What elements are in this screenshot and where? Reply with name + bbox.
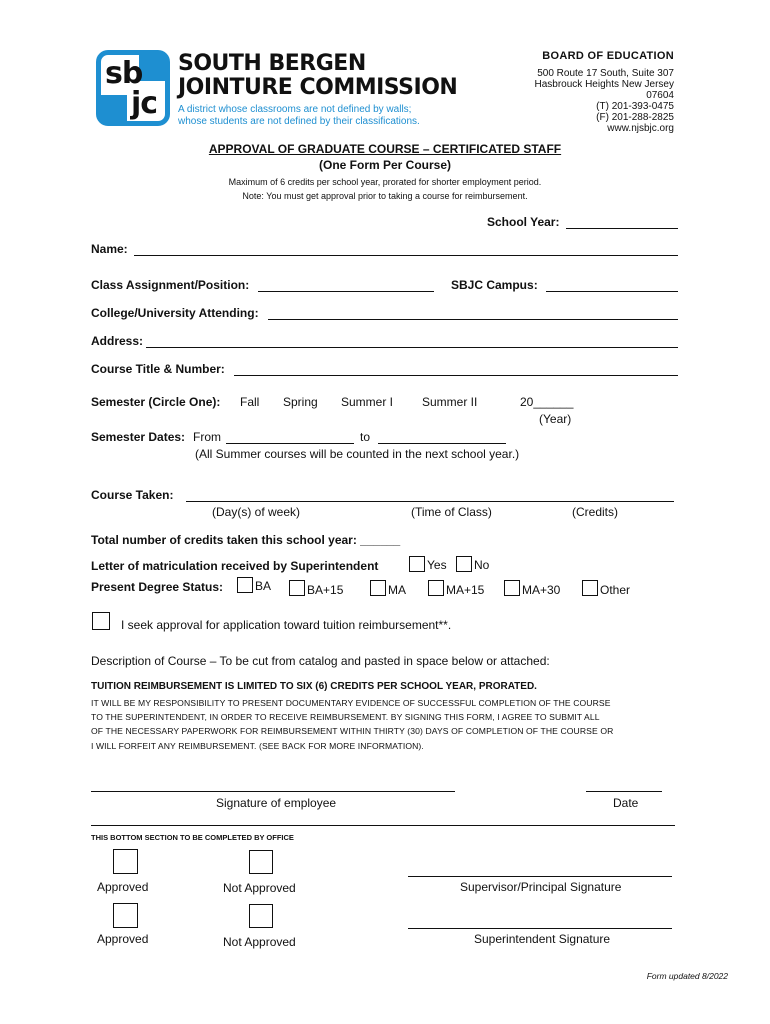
board-title: BOARD OF EDUCATION (542, 50, 674, 62)
total-credits-label[interactable]: Total number of credits taken this school year: ______ (91, 533, 401, 547)
phone: (T) 201-393-0475 (596, 101, 674, 112)
logo (96, 50, 170, 126)
disclaimer-line1: IT WILL BE MY RESPONSIBILITY TO PRESENT DOCUMENTARY EVIDENCE OF SUCCESSFUL COMPLETION OF THE COURSE (91, 698, 611, 708)
semester-label: Semester (Circle One): (91, 395, 221, 409)
yes-label: Yes (427, 558, 447, 572)
yes-checkbox[interactable] (409, 556, 425, 572)
superintendent-signature-field[interactable] (408, 928, 672, 929)
semester-dates-label: Semester Dates: (91, 430, 186, 444)
supervisor-signature-label: Supervisor/Principal Signature (460, 880, 622, 894)
ma15-label: MA+15 (446, 583, 485, 597)
ba-checkbox[interactable] (237, 577, 253, 593)
not-approved-checkbox-1[interactable] (249, 850, 273, 874)
approved-checkbox-1[interactable] (113, 849, 138, 874)
ma-checkbox[interactable] (370, 580, 386, 596)
school-year-label: School Year: (487, 215, 560, 229)
other-label: Other (600, 583, 631, 597)
campus-label: SBJC Campus: (451, 278, 538, 292)
year-field[interactable]: 20______ (520, 395, 574, 409)
semester-spring[interactable]: Spring (283, 395, 318, 409)
employee-signature-label: Signature of employee (216, 796, 337, 810)
degree-label: Present Degree Status: (91, 580, 224, 594)
disclaimer-line4: I WILL FORFEIT ANY REIMBURSEMENT. (SEE BACK FOR MORE INFORMATION). (91, 740, 424, 751)
employee-signature-field[interactable] (91, 791, 455, 792)
not-approved-label-1: Not Approved (223, 881, 296, 895)
other-checkbox[interactable] (582, 580, 598, 596)
credits-label: (Credits) (572, 505, 619, 519)
class-assignment-field[interactable] (258, 291, 434, 292)
address-label: Address: (91, 334, 144, 348)
semester-summer-2[interactable]: Summer II (422, 395, 478, 409)
course-title-label: Course Title & Number: (91, 362, 225, 376)
logo-square-bottom (101, 95, 127, 121)
time-label: (Time of Class) (411, 505, 492, 519)
from-label: From (193, 430, 221, 444)
superintendent-signature-label: Superintendent Signature (474, 932, 611, 946)
date-label: Date (613, 796, 639, 810)
ma30-checkbox[interactable] (504, 580, 520, 596)
date-from-field[interactable] (226, 443, 354, 444)
logo-square-top (139, 55, 165, 81)
reimbursement-limit-heading: TUITION REIMBURSEMENT IS LIMITED TO SIX (6) CREDITS PER SCHOOL YEAR, PRORATED. (91, 681, 537, 692)
ba-label: BA (255, 579, 272, 593)
campus-field[interactable] (546, 291, 678, 292)
year-label: (Year) (539, 412, 572, 426)
office-section-heading: THIS BOTTOM SECTION TO BE COMPLETED BY OFFICE (91, 833, 294, 842)
no-label: No (474, 558, 490, 572)
address-line2: Hasbrouck Heights New Jersey 07604 (534, 79, 674, 101)
letter-label: Letter of matriculation received by Superintendent (91, 559, 379, 573)
org-name-line1: SOUTH BERGEN (178, 51, 366, 76)
address-line1: 500 Route 17 South, Suite 307 (537, 68, 674, 79)
seek-approval-checkbox[interactable] (92, 612, 110, 630)
ma-label: MA (388, 583, 406, 597)
logo-letters-top: sb (105, 56, 143, 91)
credit-note: Maximum of 6 credits per school year, prorated for shorter employment period. (228, 177, 542, 187)
name-field[interactable] (134, 255, 678, 256)
summer-note: (All Summer courses will be counted in the next school year.) (195, 447, 520, 461)
semester-summer-1[interactable]: Summer I (341, 395, 394, 409)
ba15-checkbox[interactable] (289, 580, 305, 596)
form-updated: Form updated 8/2022 (646, 971, 728, 981)
name-label: Name: (91, 242, 128, 256)
not-approved-label-2: Not Approved (223, 935, 296, 949)
ma30-label: MA+30 (522, 583, 561, 597)
course-taken-field[interactable] (186, 501, 674, 502)
board-contact (520, 51, 674, 134)
tagline (178, 104, 420, 128)
semester-fall[interactable]: Fall (240, 395, 260, 409)
disclaimer-line3: OF THE NECESSARY PAPERWORK FOR REIMBURSEMENT WITHIN THIRTY (30) DAYS OF COMPLETION OF THE COURSE OR (91, 726, 614, 737)
address-field[interactable] (146, 347, 678, 348)
ma15-checkbox[interactable] (428, 580, 444, 596)
seek-approval-label: I seek approval for application toward tuition reimbursement**. (121, 618, 452, 632)
days-label: (Day(s) of week) (212, 505, 301, 519)
tagline-line2: whose students are not defined by their classifications. (178, 116, 420, 127)
approved-checkbox-2[interactable] (113, 903, 138, 928)
form-subtitle: (One Form Per Course) (318, 158, 452, 172)
approved-label-2: Approved (97, 932, 149, 946)
supervisor-signature-field[interactable] (408, 876, 672, 877)
disclaimer-text (91, 696, 691, 753)
college-label: College/University Attending: (91, 306, 259, 320)
approved-label-1: Approved (97, 880, 149, 894)
approval-note: Note: You must get approval prior to taking a course for reimbursement. (242, 191, 528, 201)
org-name-line2: JOINTURE COMMISSION (178, 75, 458, 100)
logo-letters-bottom: jc (131, 86, 158, 121)
description-label: Description of Course – To be cut from catalog and pasted in space below or attached: (91, 654, 550, 668)
website: www.njsbjc.org (607, 123, 674, 134)
school-year-field[interactable] (566, 228, 678, 229)
fax: (F) 201-288-2825 (596, 112, 674, 123)
not-approved-checkbox-2[interactable] (249, 904, 273, 928)
course-title-field[interactable] (234, 375, 678, 376)
form-title: APPROVAL OF GRADUATE COURSE – CERTIFICATED STAFF (208, 142, 562, 156)
organization-name (178, 52, 457, 100)
section-divider (91, 825, 675, 826)
to-label: to (360, 430, 371, 444)
disclaimer-line2: TO THE SUPERINTENDENT, IN ORDER TO RECEIVE REIMBURSEMENT. BY SIGNING THIS FORM, I AGREE TO SUBMIT ALL (91, 712, 600, 723)
college-field[interactable] (268, 319, 678, 320)
date-to-field[interactable] (378, 443, 506, 444)
tagline-line1: A district whose classrooms are not defined by walls; (178, 104, 412, 115)
course-taken-label: Course Taken: (91, 488, 174, 502)
class-assignment-label: Class Assignment/Position: (91, 278, 250, 292)
date-field[interactable] (586, 791, 662, 792)
no-checkbox[interactable] (456, 556, 472, 572)
ba15-label: BA+15 (307, 583, 344, 597)
